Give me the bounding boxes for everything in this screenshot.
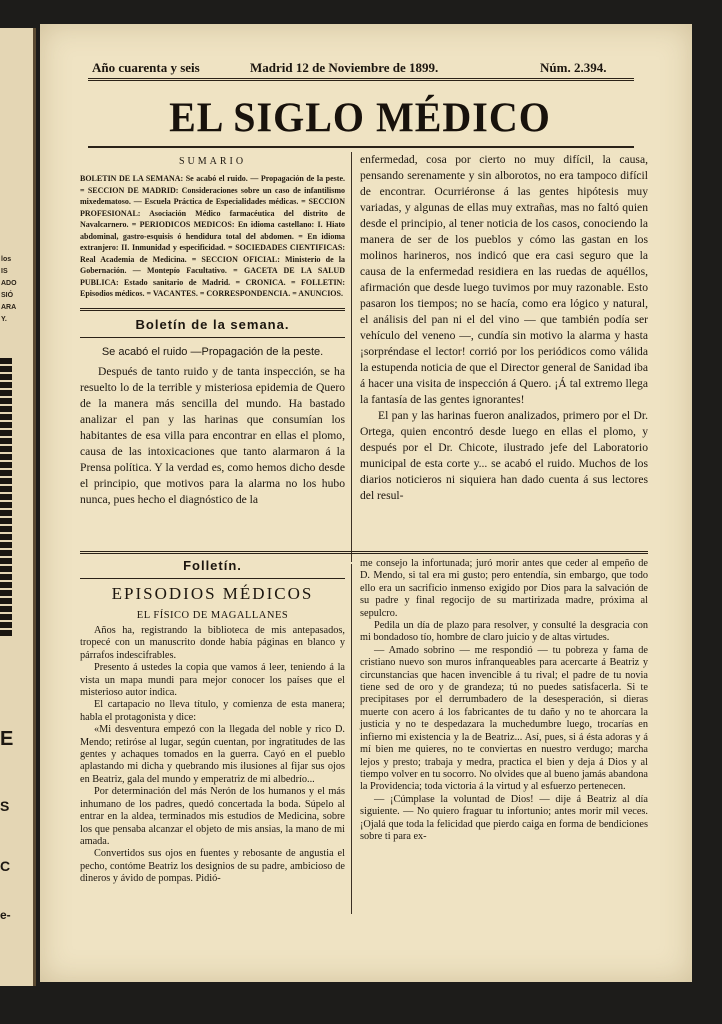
sumario-body: BOLETIN DE LA SEMANA: Se acabó el ruido. — Propagación de la peste. = SECCION DE MADRID: Consideraciones sobre un caso de infantilismo mixedematoso. — Escuela Práctica de Especialidades médicas. = SECCION PROFESIONAL: Asociación Médico farmacéutica del distrito de Navalcarnero. = PERIODICOS MEDICOS: En idioma castellano: I. Hiato abdominal, gastro-esquisis ó hendidura total del abdomen. = En idioma extranjero: II. Inmunidad y especificidad. = SOCIEDADES CIENTIFICAS: Real Academia de Medicina. = SECCION OFICIAL: Ministerio de la Gobernación. — Montepío Facultativo. = GACETA DE LA SALUD PUBLICA: Estado sanitario de Madrid. = CRONICA. = FOLLETIN: Episodios médicos. = VACANTES. = CORRESPONDENCIA. = ANUNCIOS. — [80, 174, 345, 298]
folletin-paragraph: Años ha, registrando la biblioteca de mis antepasados, tropecé con un manuscrito donde había páginas en blanco y párrafos indescifrables. — [80, 625, 345, 661]
left-page-fragment: IS — [1, 268, 8, 275]
right-column — [360, 152, 648, 504]
folletin-left — [80, 558, 345, 886]
boletin-paragraph: Después de tanto ruido y de tanta inspección, se ha resuelto lo de la terrible y misteriosa epidemia de Quero de la manera más sencilla del mundo. Ha bastado analizar el pan y las harinas que consumían los habitantes de esa villa para encontrar en ellas el plomo, causa de las intoxicaciones que tanto alarmaron á la Prensa política. Y la verdad es, como hemos dicho desde el principio, que motivos para la alarma no los hubo nunca, pues hecho el diagnóstico de la — [80, 364, 345, 506]
header-rule — [88, 78, 634, 81]
issue-date: Madrid 12 de Noviembre de 1899. — [250, 60, 439, 75]
folletin-rule — [80, 551, 648, 554]
issue-header — [92, 58, 632, 76]
column-divider — [351, 564, 352, 914]
section-rule — [80, 308, 345, 311]
issue-number: Núm. 2.394. — [540, 60, 607, 75]
right-paragraph: El pan y las harinas fueron analizados, primero por el Dr. Ortega, quien encontró desde luego en ellas el plomo, y después por el Dr. Chicote, ilustrado jefe del Laboratorio municipal de esta corte y... se acabó el ruido. Muchos de los diarios noticieros ni siquiera han dado cuenta á sus lectores del resul- — [360, 409, 648, 502]
folletin-paragraph: — ¡Cúmplase la voluntad de Dios! — dije á Beatriz al día siguiente. — No quiero fraguar tu infortunio; antes morir mil veces. ¡Ojalá que toda la felicidad que pierdo caiga en forma de bendiciones sobre ti para ex- — [360, 793, 648, 842]
folletin-heading: Folletín. — [183, 558, 242, 573]
left-page-fragment: e- — [0, 908, 11, 922]
folletin-right — [360, 558, 648, 843]
folletin-text-right — [360, 558, 648, 843]
section-rule — [80, 578, 345, 579]
issue-year: Año cuarenta y seis — [92, 60, 200, 75]
left-page-fragment: E — [0, 728, 14, 750]
folletin-paragraph: El cartapacio no lleva título, y comienza de esta manera; habla el protagonista y dice: — [80, 699, 345, 723]
sumario-title: SUMARIO — [178, 156, 247, 167]
left-column — [80, 152, 345, 508]
left-page-ornament — [0, 358, 12, 638]
boletin-subtitle: Se acabó el ruido —Propagación de la peste. — [101, 345, 324, 358]
left-page-fragment: ARA — [1, 304, 17, 311]
left-page-fragment: C — [0, 858, 11, 874]
folletin-paragraph: — Amado sobrino — me respondió — tu pobreza y fama de cristiano nuevo son muros infranqueables para acercarte á Beatriz y circunstancias que hacen invencible á tu rival; el padre de tu novia tiene sed de oro y de grandeza; tú no puedes satisfacerla. Si te precipitases por el derrumbadero de la desesperación, si dieras muerte con acero á los fabricantes de tu daño y no te ahorcara la justicia y no te despedazara la muchedumbre luego, trocarías en infierno mi existencia y la de Beatriz... Así, pues, si á ésta adoras y á mí bien me quieres, no te conviertas en nuestro verdugo; marcha lejos y presto; trabaja y medra, practica el bien y deja á Dios y al tiempo volver en tu socorro. No olvides que al bueno jamás abandona la Providencia; toda victoria á la virtud y al esfuerzo pertenecen. — [360, 644, 648, 793]
left-page-fragment: ADO — [1, 280, 17, 287]
masthead-title: EL SIGLO MÉDICO — [169, 93, 551, 142]
folletin-paragraph: Presento á ustedes la copia que vamos á leer, teniendo á la vista un mapa mundi para mejor conocer los países que el misterioso autor indica. — [80, 662, 345, 699]
story-title: EL FÍSICO DE MAGALLANES — [136, 610, 289, 621]
right-paragraph: enfermedad, cosa por cierto no muy difícil, la causa, pensando serenamente y sin alborotos, no era tampoco difícil de encontrar. Ocurriéronse á las gentes hipótesis muy variadas, y algunas de ellas muy extrañas, mas no faltó quien desde el principio, al tener noticia de los casos, conociendo la manera de ser de los pueblos y cómo las gastan en los molinos harineros, nos indicó que era casi seguro que la causa de la enfermedad residiera en las ruedas de aquéllos, afirmación que desde luego tuvimos por muy razonable. Esto pasaron los tiempos; no se hacía, como era lógico y natural, el análisis del pan ni el del vino — que también podía ser vehículo del veneno —, cundía sin motivo la alarma y hasta ¡sorpréndase el lector! corrió por los periódicos como válida la estupenda noticia de que el Director general de Sanidad iba á hacer una visita de inspección á Quero. ¡Á tal extremo llega la fantasía de las gentes ignorantes! — [360, 153, 648, 406]
folletin-paragraph: «Mi desventura empezó con la llegada del noble y rico D. Mendo; retiróse al lugar, según cuentan, por ingratitudes de las gentes y achaques tomados en la guerra. Cayó en el pueblo aplastando mi dicha y quebrando mis ilusiones al fijar sus ojos en Beatriz, gala del mundo y emperatriz de mi albedrío... — [80, 724, 345, 785]
folletin-paragraph: me consejo la infortunada; juró morir antes que ceder al empeño de D. Mendo, si tal era mi gusto; pero entendía, sin embargo, que todo ello era un sacrificio inmenso exigido por Dios para la salvación de su padre y final regocijo de su martirizada madre, próxima al sepulcro. — [360, 558, 648, 619]
left-page-fragment: SIÓ — [1, 292, 14, 299]
folletin-paragraph: Por determinación del más Nerón de los humanos y el más inhumano de los padres, quedó concertada la boda. Súpelo al entrar en la aldea, terminados mis estudios de Medicina, sobre los que pensaba alcanzar el objeto de mis ansias, la mano de mi amada. — [80, 786, 345, 847]
newspaper-page — [40, 24, 692, 982]
column-divider — [351, 152, 352, 562]
left-page-fragment: Y. — [1, 316, 7, 323]
right-column-text — [360, 152, 648, 504]
section-rule — [80, 337, 345, 338]
masthead-rule — [88, 146, 634, 148]
folletin-paragraph: Pedila un día de plazo para resolver, y consulté la desgracia con mi bondadoso tío, hombre de claro juicio y de altas virtudes. — [360, 620, 648, 644]
left-page-fragment: los — [1, 256, 12, 263]
left-page-fragment: S — [0, 798, 10, 814]
adjacent-page-edge — [0, 28, 36, 986]
folletin-text-left — [80, 625, 345, 886]
folletin-paragraph: Convertidos sus ojos en fuentes y rebosante de angustia el pecho, contóme Beatriz los designios de su padre, ambicioso de dineros y ávido de pompas. Pidió- — [80, 848, 345, 885]
boletin-heading: Boletín de la semana. — [135, 316, 290, 332]
series-title: EPISODIOS MÉDICOS — [111, 584, 314, 603]
boletin-text — [80, 364, 345, 508]
